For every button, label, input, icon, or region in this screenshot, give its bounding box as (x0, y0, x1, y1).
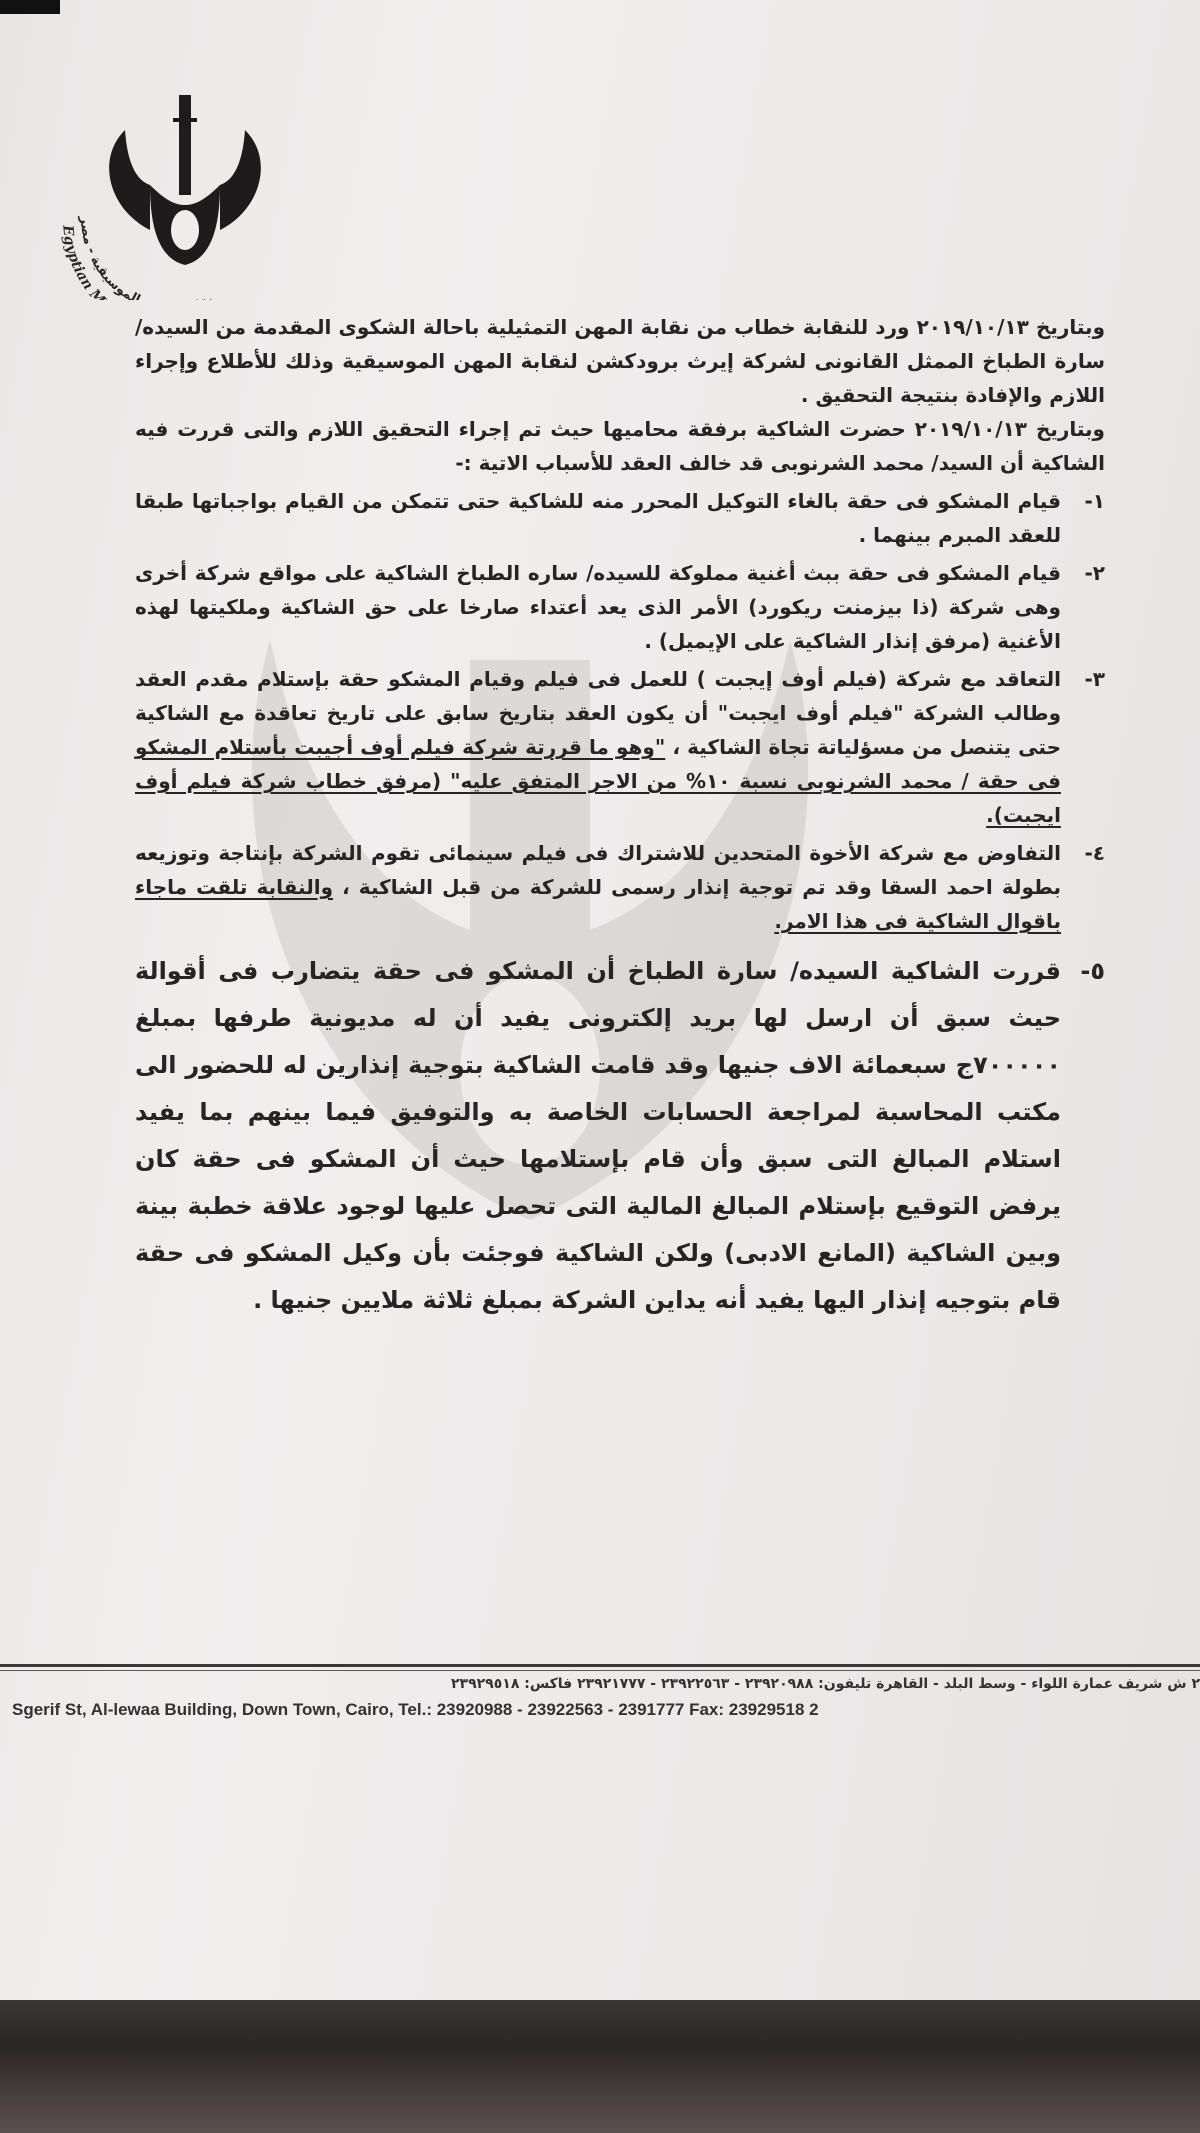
list-item-4 (135, 836, 1105, 938)
footer-divider-thin (0, 1670, 1200, 1671)
item-text: قيام المشكو فى حقة ببث أغنية مملوكة للسيده/ ساره الطباخ الشاكية على مواقع شركة أخرى وهى شركة (ذا بيزمنت ريكورد) الأمر الذى يعد أعتداء صارخا على حق الشاكية وملكيتها لهذه الأغنية (مرفق إنذار الشاكية على الإيميل) . (135, 561, 1061, 653)
paragraph-2: وبتاريخ ٢٠١٩/١٠/١٣ حضرت الشاكية برفقة محاميها حيث تم إجراء التحقيق اللازم والتى قررت فيه الشاكية أن السيد/ محمد الشرنوبى قد خالف العقد للأسباب الاتية :- (135, 417, 1105, 475)
letter-body (135, 310, 1105, 1324)
item-number: ٢- (1084, 561, 1105, 585)
syndicate-logo (55, 90, 305, 300)
item-number: ٥- (1080, 957, 1105, 985)
list-item-1 (135, 484, 1105, 552)
footer-divider (0, 1664, 1200, 1667)
item-number: ١- (1084, 489, 1105, 513)
item-text: التفاوض مع شركة الأخوة المتحدين للاشتراك فى فيلم سينمائى تقوم الشركة بإنتاجة وتوزيعه بطولة احمد السقا وقد تم توجية إنذار رسمى للشركة من قبل الشاكية ، (135, 841, 1061, 899)
paragraph-1: وبتاريخ ٢٠١٩/١٠/١٣ ورد للنقابة خطاب من نقابة المهن التمثيلية باحالة الشكوى المقدمة من السيده/ سارة الطباخ الممثل القانونى لشركة إيرث برودكشن لنقابة المهن الموسيقية وذلك للأطلاع وإجراء اللازم والإفادة بنتيجة التحقيق . (135, 315, 1105, 407)
list-item-5 (135, 948, 1105, 1324)
item-underlined-text: والنقابة تلقت ماجاء باقوال الشاكية فى هذا الامر. (135, 875, 1061, 933)
item-number: ٤- (1084, 841, 1105, 865)
lyre-emblem-icon (55, 90, 305, 300)
item-text: قيام المشكو فى حقة بالغاء التوكيل المحرر منه للشاكية حتى تتمكن من القيام بواجباتها طبقا للعقد المبرم بينهما . (135, 489, 1061, 547)
item-text: قررت الشاكية السيده/ سارة الطباخ أن المشكو فى حقة يتضارب فى أقوالة حيث سبق أن ارسل لها بريد إلكترونى يفيد أن له مديونية طرفها بمبلغ ٧٠٠٠٠٠ج سبعمائة الاف جنيها وقد قامت الشاكية بتوجية إنذارين له للحضور الى مكتب المحاسبة لمراجعة الحسابات الخاصة به والتوفيق فيما بينهم بما يفيد استلام المبالغ التى سبق وأن قام بإستلامها حيث أن المشكو فى حقة كان يرفض التوقيع بإستلام المبالغ المالية التى تحصل عليها لوجود علاقة خطبة بينة وبين الشاكية (المانع الادبى) ولكن الشاكية فوجئت بأن وكيل المشكو فى حقة قام بتوجيه إنذار اليها يفيد أنه يداين الشركة بمبلغ ثلاثة ملايين جنيها . (135, 957, 1061, 1314)
list-item-2 (135, 556, 1105, 658)
item-underlined-text: "وهو ما قررتة شركة فيلم أوف أجيبت بأستلام المشكو فى حقة / محمد الشرنوبى نسبة ١٠% من الاجر المتفق عليه" (مرفق خطاب شركة فيلم أوف ايجبت). (135, 735, 1061, 827)
list-item-3 (135, 662, 1105, 832)
photo-edge-strip (0, 0, 60, 14)
photo-background-shadow (0, 2000, 1200, 2133)
footer-address-arabic: ٢ ش شريف عمارة اللواء - وسط البلد - القاهرة تليفون: ٢٣٩٢٠٩٨٨ - ٢٣٩٢٢٥٦٣ - ٢٣٩٢١٧٧٧ فاكس: ٢٣٩٢٩٥١٨ (451, 1676, 1200, 1692)
logo-english-text: Egyptian M (59, 224, 109, 300)
item-text: التعاقد مع شركة (فيلم أوف إيجبت ) للعمل فى فيلم وقيام المشكو حقة بإستلام مقدم العقد وطالب الشركة "فيلم أوف ايجبت" أن يكون العقد بتاريخ سابق على تاريخ تعاقدة مع الشاكية حتى يتنصل من مسؤلياتة تجاة الشاكية ، (135, 667, 1061, 759)
logo-arabic-text: لموسيقية - مصر (76, 216, 139, 300)
item-number: ٣- (1084, 667, 1105, 691)
footer-address-english: Sgerif St, Al-lewaa Building, Down Town, Cairo, Tel.: 23920988 - 23922563 - 2391777 Fax: 23929518 2 (12, 1700, 819, 1719)
